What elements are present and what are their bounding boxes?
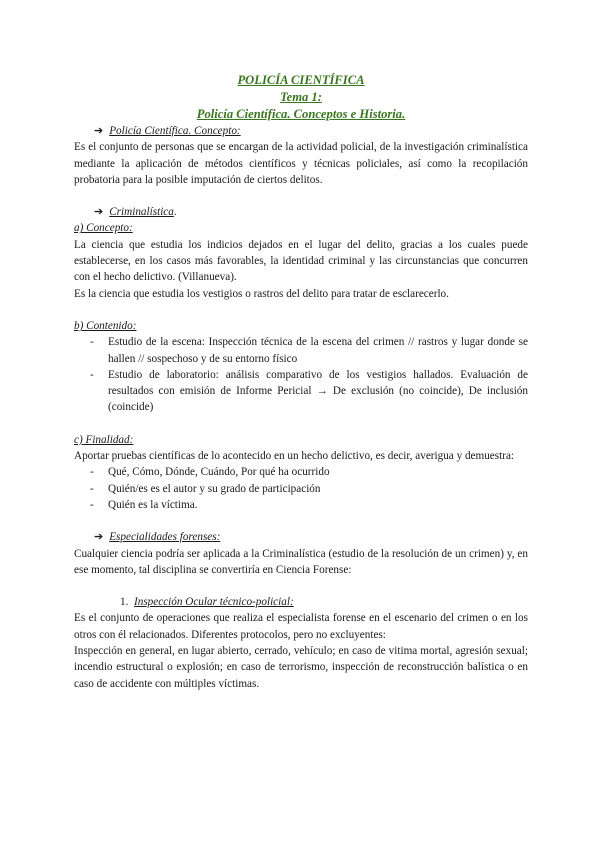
arrow-icon: ➔ xyxy=(94,125,104,137)
list-item: - Quién/es es el autor y su grado de participación xyxy=(90,482,321,495)
document-title: POLICÍA CIENTÍFICA xyxy=(237,73,365,87)
list-item: - Qué, Cómo, Dónde, Cuándo, Por qué ha ocurrido xyxy=(90,466,330,479)
heading-text: Policía Científica. Concepto: xyxy=(109,125,241,137)
paragraph-c: Aportar pruebas científicas de lo acontecido en un hecho delictivo, es decir, averigua y demuestra: xyxy=(74,450,515,463)
paragraph-a-1: La ciencia que estudia los indicios dejados en el lugar del delito, gracias a los cuales puede establecerse, en los casos más favorables, la identidad criminal y las circunstancias que concurren con el hecho delictivo. (Villanueva). xyxy=(74,238,528,284)
heading-suffix: . xyxy=(173,206,177,219)
paragraph-concepto: Es el conjunto de personas que se encargan de la actividad policial, de la investigación criminalística mediante la aplicación de métodos científicos y técnicas policiales, así como la recopilación probatoria para la posible imputación de ciertos delitos. xyxy=(74,141,528,186)
arrow-icon: ➔ xyxy=(94,531,104,544)
paragraph-inspeccion-1: Es el conjunto de operaciones que realiza el especialista forense en el escenario del crimen o en los otros con él relacionados. Diferentes protocolos, pero no excluyentes: xyxy=(74,612,528,641)
list-item: - Estudio de la escena: Inspección técnica de la escena del crimen // rastros y lugar donde se hallen // sospechoso y de su entorno físico xyxy=(90,336,528,365)
subheading-c: c) Finalidad: xyxy=(74,433,134,446)
subheading-b: b) Contenido: xyxy=(74,319,137,332)
topic-title: Policía Científica. Conceptos e Historia. xyxy=(196,107,406,121)
subheading-a: a) Concepto: xyxy=(74,222,133,235)
list-c xyxy=(74,464,528,513)
paragraph-a-2: Es la ciencia que estudia los vestigios o rastros del delito para tratar de esclarecerlo. xyxy=(74,287,449,300)
list-item: - Quién es la víctima. xyxy=(90,498,198,511)
section-heading-criminalistica xyxy=(94,204,528,220)
topic-number: Tema 1: xyxy=(280,90,322,104)
paragraph-especialidades: Cualquier ciencia podría ser aplicada a la Criminalística (estudio de la resolución de un crimen) y, en ese momento, tal disciplina se convertiría en Ciencia Forense: xyxy=(74,547,528,576)
list-item: - Estudio de laboratorio: análisis comparativo de los vestigios hallados. Evaluación de resultados con emisión de Informe Pericial → De exclusión (no coincide), De inclusión (coincide) xyxy=(90,368,528,414)
document-page xyxy=(74,72,528,692)
heading-text: Criminalística xyxy=(109,206,174,219)
section-heading-concepto xyxy=(94,123,528,139)
list-b xyxy=(74,334,528,415)
heading-text: Especialidades forenses: xyxy=(109,531,221,544)
section-heading-inspeccion xyxy=(120,594,528,610)
heading-text: Inspección Ocular técnico-policial: xyxy=(134,596,294,609)
arrow-icon: ➔ xyxy=(94,206,104,219)
section-heading-especialidades xyxy=(94,529,528,545)
list-number: 1. xyxy=(120,596,129,609)
paragraph-inspeccion-2: Inspección en general, en lugar abierto, cerrado, vehículo; en caso de vitima mortal, agresión sexual; incendio estructural o explosión; en caso de terrorismo, inspección de reconstrucción balística o en caso de accidente con múltiples víctimas. xyxy=(74,645,528,690)
